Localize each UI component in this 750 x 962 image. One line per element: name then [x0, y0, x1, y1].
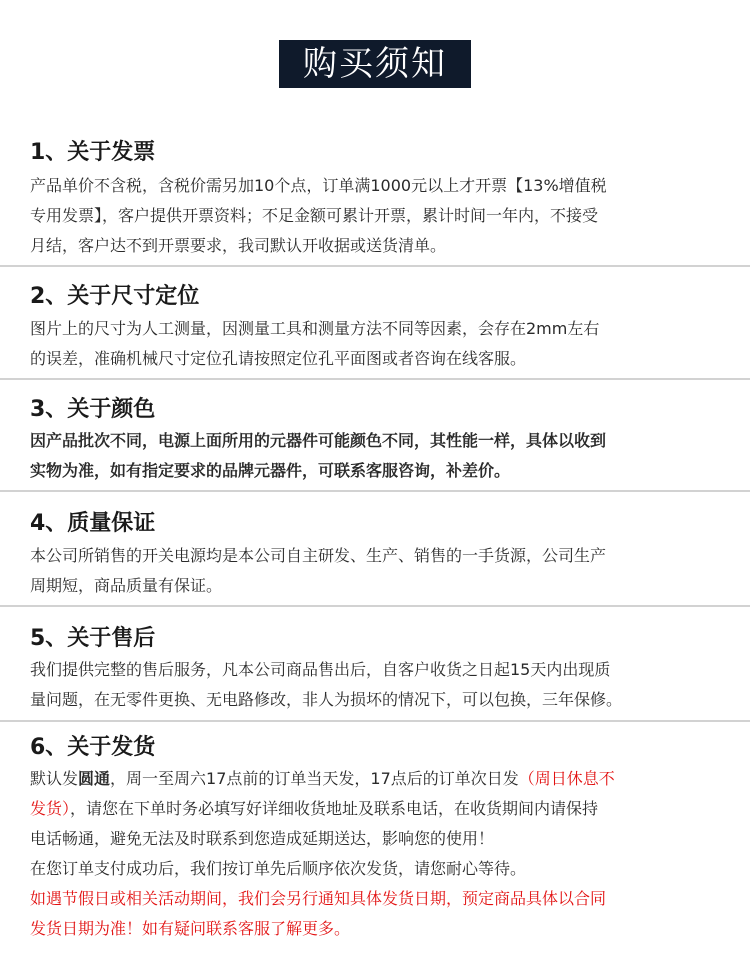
body-line: 在您订单支付成功后，我们按订单先后顺序依次发货，请您耐心等待。 — [30, 859, 527, 878]
sunday-notice: 发货） — [30, 799, 71, 818]
holiday-notice: 如遇节假日或相关活动期间，我们会另行通知具体发货日期，预定商品具体以合同 — [30, 889, 607, 908]
body-line: 本公司所销售的开关电源均是本公司自主研发、生产、销售的一手货源，公司生产 — [30, 546, 607, 565]
body-line — [30, 764, 730, 794]
body-line: 实物为准，如有指定要求的品牌元器件，可联系客服咨询，补差价。 — [30, 461, 511, 480]
section-heading: 2、关于尺寸定位 — [30, 284, 200, 309]
body-line: 周期短，商品质量有保证。 — [30, 576, 223, 595]
body-line: 图片上的尺寸为人工测量，因测量工具和测量方法不同等因素，会存在2mm左右 — [30, 319, 600, 338]
title-wrap — [0, 40, 750, 88]
body-line: 专用发票】，客户提供开票资料；不足金额可累计开票，累计时间一年内，不接受 — [30, 206, 599, 225]
courier-name: 圆通 — [78, 769, 111, 788]
section-shipping — [0, 720, 750, 962]
body-line: 的误差，准确机械尺寸定位孔请按照定位孔平面图或者咨询在线客服。 — [30, 349, 527, 368]
section-body — [30, 426, 730, 486]
text-run: ，周一至周六17点前的订单当天发，17点后的订单次日发 — [110, 769, 519, 788]
section-heading: 3、关于颜色 — [30, 397, 156, 422]
body-line: 因产品批次不同，电源上面所用的元器件可能颜色不同，其性能一样，具体以收到 — [30, 431, 607, 450]
section-invoice — [0, 133, 750, 263]
section-color — [0, 378, 750, 488]
section-heading: 5、关于售后 — [30, 626, 156, 651]
body-line: 电话畅通，避免无法及时联系到您造成延期送达，影响您的使用！ — [30, 829, 495, 848]
section-quality — [0, 490, 750, 604]
body-line: 量问题，在无零件更换、无电路修改，非人为损坏的情况下，可以包换，三年保修。 — [30, 690, 623, 709]
page-title: 购买须知 — [279, 40, 471, 88]
text-run: 默认发 — [30, 769, 79, 788]
section-body — [30, 655, 730, 715]
section-body — [30, 314, 730, 374]
body-line — [30, 794, 730, 824]
holiday-notice: 发货日期为准！如有疑问联系客服了解更多。 — [30, 919, 351, 938]
section-heading: 4、质量保证 — [30, 511, 156, 536]
section-body — [30, 764, 730, 944]
text-run: ，请您在下单时务必填写好详细收货地址及联系电话，在收货期间内请保持 — [70, 799, 599, 818]
section-heading: 6、关于发货 — [30, 735, 156, 760]
sunday-notice: （周日休息不 — [518, 769, 615, 788]
section-body — [30, 541, 730, 601]
body-line: 我们提供完整的售后服务，凡本公司商品售出后，自客户收货之日起15天内出现质 — [30, 660, 611, 679]
section-heading: 1、关于发票 — [30, 140, 156, 165]
body-line: 月结，客户达不到开票要求，我司默认开收据或送货清单。 — [30, 236, 447, 255]
section-after-sales — [0, 605, 750, 719]
section-size — [0, 265, 750, 377]
section-body — [30, 171, 730, 261]
body-line: 产品单价不含税，含税价需另加10个点，订单满1000元以上才开票【13%增值税 — [30, 176, 607, 195]
